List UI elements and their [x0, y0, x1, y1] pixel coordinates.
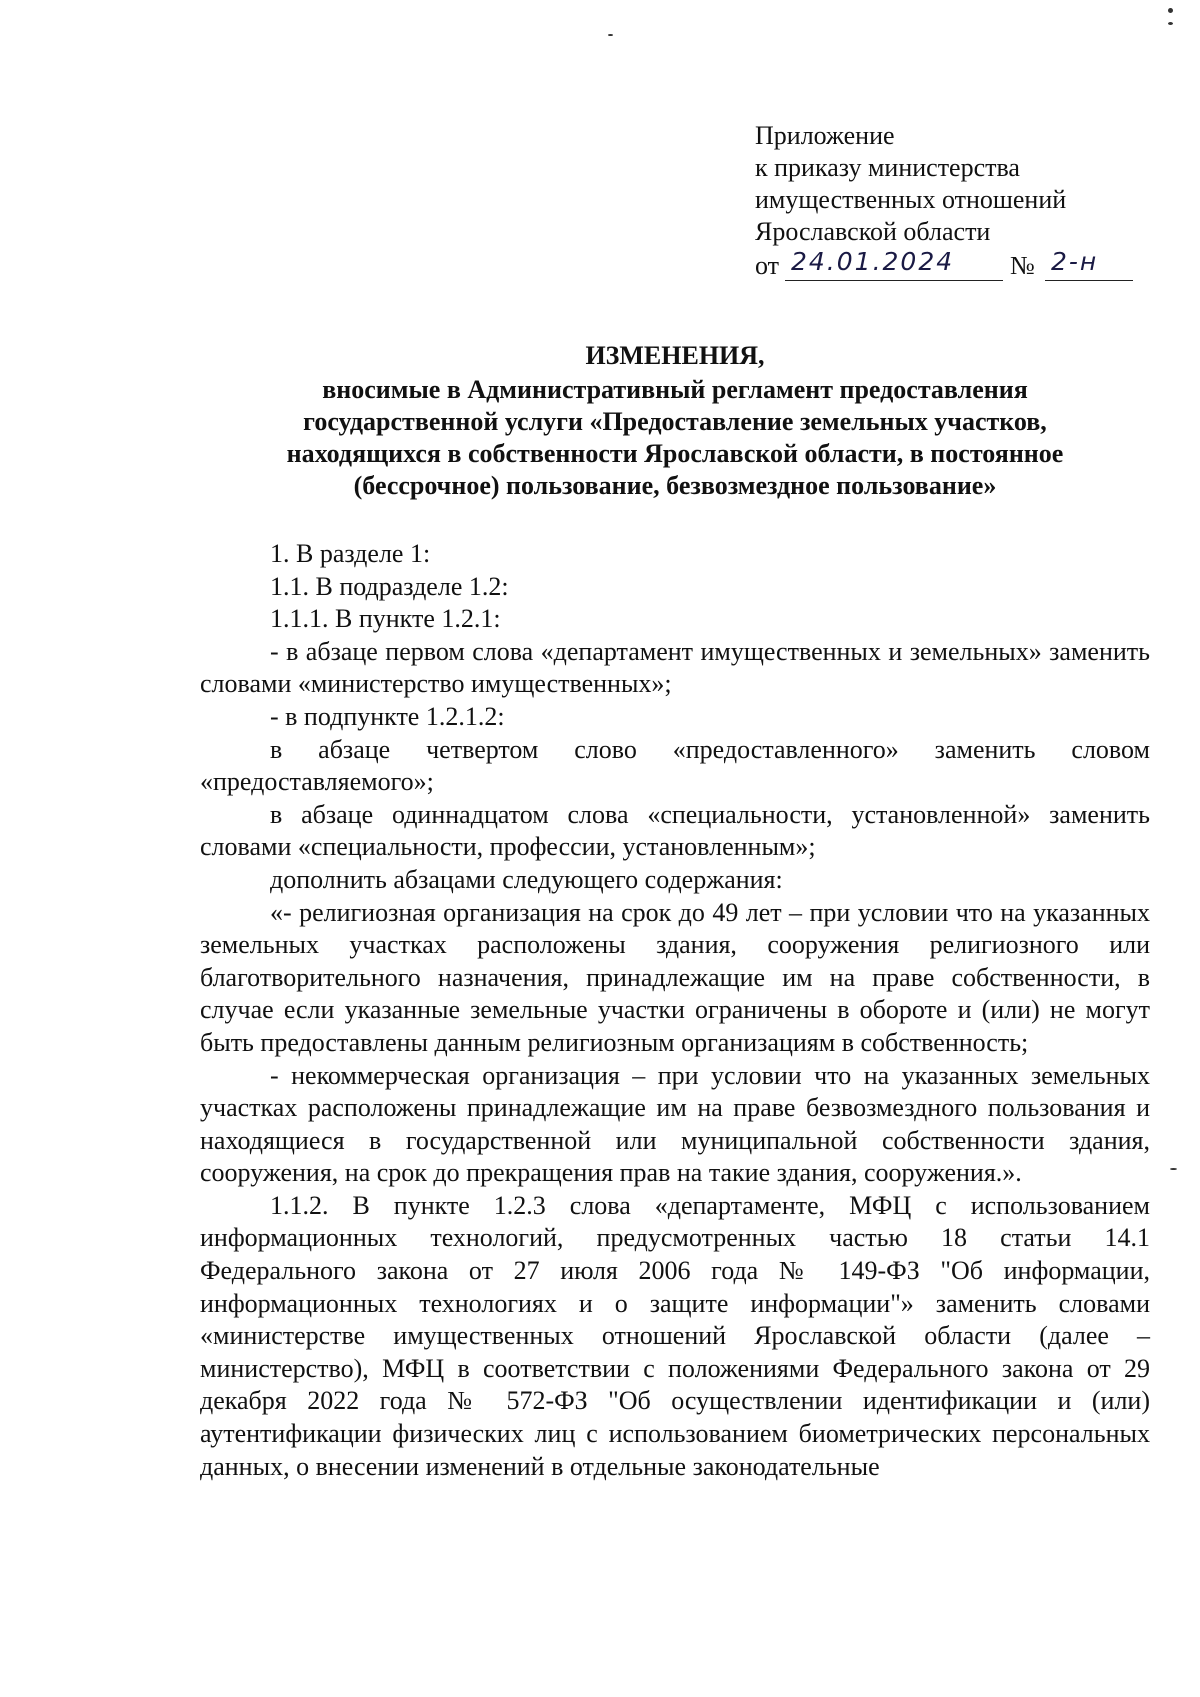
- scan-speck: [608, 34, 613, 36]
- order-date-number-line: [755, 247, 1175, 286]
- appendix-line: Приложение: [755, 121, 895, 150]
- title-line: находящихся в собственности Ярославской области, в постоянное: [286, 439, 1064, 468]
- title-line: вносимые в Административный регламент предоставления: [322, 375, 1028, 404]
- title-line: (бессрочное) пользование, безвозмездное пользование»: [353, 471, 997, 500]
- paragraph: - в подпункте 1.2.1.2:: [270, 701, 505, 731]
- paragraph: 1. В разделе 1:: [270, 539, 431, 568]
- paragraph: «- религиозная организация на срок до 49 лет – при условии что на указанных земельных участках расположены здания, сооружения религиозного или благотворительного назначения, принадлежащие им на праве собственности, в случае если указанные земельные участки ограничены в обороте и (или) не могут быть предоставлены данным религиозным организациям в собственность;: [200, 897, 1150, 1057]
- paragraph: в абзаце одиннадцатом слова «специальности, установленной» заменить словами «специальности, профессии, установленным»;: [200, 799, 1150, 862]
- title-line: государственной услуги «Предоставление земельных участков,: [303, 407, 1047, 436]
- scan-speck: [1168, 8, 1173, 13]
- handwritten-date: 24.01.2024: [785, 247, 1003, 281]
- paragraph: - некоммерческая организация – при условии что на указанных земельных участках расположены принадлежащие им на праве безвозмездного пользования и находящиеся в государственной или муниципальной собственности здания, сооружения, на срок до прекращения прав на такие здания, сооружения.».: [200, 1060, 1150, 1188]
- paragraph: - в абзаце первом слова «департамент имущественных и земельных» заменить словами «министерство имущественных»;: [200, 636, 1150, 699]
- paragraph: 1.1.2. В пункте 1.2.3 слова «департаменте, МФЦ с использованием информационных технологий, предусмотренных частью 18 статьи 14.1 Федерального закона от 27 июля 2006 года № 149-ФЗ "Об информации, информационных технологиях и о защите информации"» заменить словами «министерстве имущественных отношений Ярославской области (далее – министерство), МФЦ в соответствии с положениями Федерального закона от 29 декабря 2022 года № 572-ФЗ "Об осуществлении идентификации и (или) аутентификации физических лиц с использованием биометрических персональных данных, о внесении изменений в отдельные законодательные: [200, 1190, 1150, 1481]
- paragraph: в абзаце четвертом слово «предоставленного» заменить словом «предоставляемого»;: [200, 734, 1150, 797]
- paragraph: 1.1.1. В пункте 1.2.1:: [270, 604, 501, 634]
- scan-speck: [1168, 22, 1173, 25]
- number-label: №: [1010, 251, 1035, 280]
- ot-label: от: [755, 251, 780, 280]
- title-main: ИЗМЕНЕНИЯ,: [585, 341, 765, 370]
- appendix-line: к приказу министерства: [755, 153, 1020, 182]
- appendix-line: Ярославской области: [755, 217, 991, 246]
- paragraph: 1.1. В подразделе 1.2:: [270, 571, 509, 601]
- appendix-line: имущественных отношений: [755, 185, 1067, 214]
- scan-speck: [1170, 1168, 1177, 1170]
- handwritten-number: 2-н: [1045, 247, 1133, 281]
- document-body: [200, 538, 1150, 1483]
- document-title: [200, 340, 1150, 502]
- paragraph: дополнить абзацами следующего содержания:: [270, 864, 783, 894]
- appendix-block: [755, 120, 1175, 286]
